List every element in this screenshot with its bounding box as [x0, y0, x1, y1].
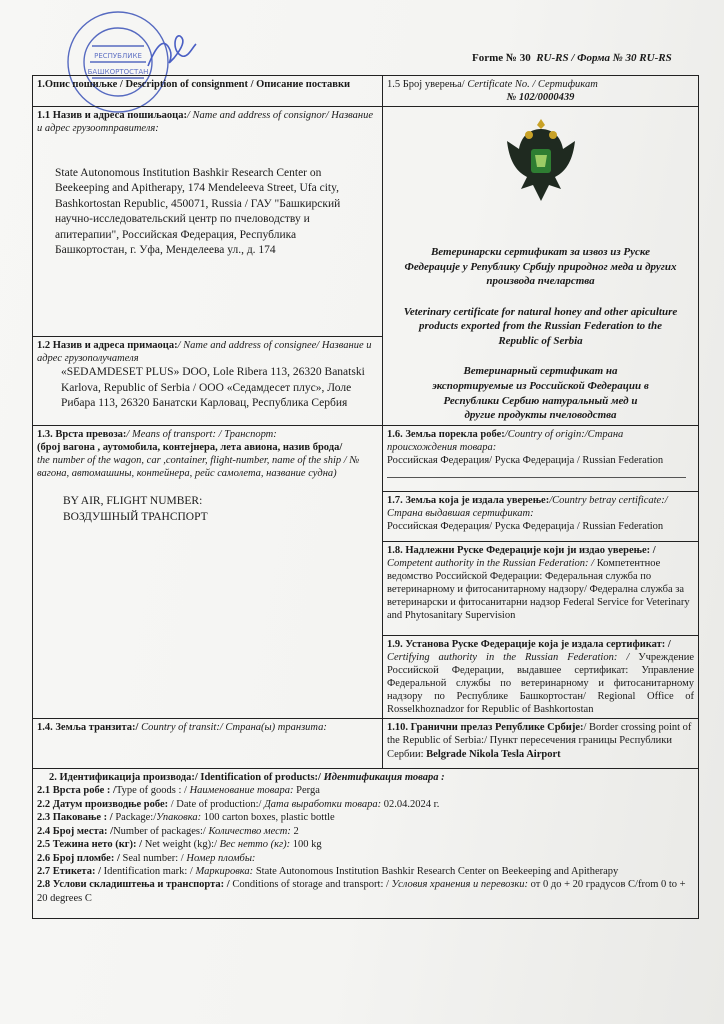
identification-row — [37, 798, 694, 811]
identification-title: 2. Идентификација производа:/ Identification of products:/ Идентификация товара : — [49, 772, 445, 784]
form-label: Forme № 30 RU-RS / Форма № 30 RU-RS — [472, 52, 672, 64]
identification-row-t: Seal number: / — [119, 852, 184, 864]
title-block — [383, 107, 699, 425]
border-crossing-cell: 1.10. Гранични прелаз Републике Србије:/ Border crossing point of the Republic of Serbia:/ Пункт пересечения границы Республики Сербии: Belgrade Nikola Tesla Airport — [383, 719, 699, 769]
identification-row-i: Дата выработки товара: — [261, 798, 382, 810]
title-serbian: Ветеринарски сертификат за извоз из Руске Федерације у Републику Србију природног меда и других производа пчеларства — [404, 246, 677, 288]
identification-row-v: Perga — [293, 785, 320, 797]
consignor-text: State Autonomous Institution Bashkir Research Center on Beekeeping and Apitherapy, 174 Mendeleeva Street, Ufa city, Bashkortostan Republic, 450071, Russia / ГАУ "Башкирский научно-исследовательский центр по пчеловодству и апитерапии", Российская Федерация, Республика Башкортостан, г. Уфа, Менделеева ул., д. 174 — [55, 166, 341, 257]
section-1-title: 1.Опис пошиљке / Description of consignment / Описание поставки — [33, 76, 383, 107]
title-english: Veterinary certificate for natural honey and other apiculture products exported from the Russian Federation to the Republic of Serbia — [403, 305, 678, 347]
identification-row-b: 2.3 Паковање : / — [37, 812, 113, 824]
certifying-authority-cell: 1.9. Установа Руске Федерације која је издала сертификат: / Certifying authority in the Russian Federation: / Учреждение Российской Федерации, выдавшее сертификат: Управление Федеральной службы по ветеринарному и фитосанитарному надзору по Республике Башкортостан/ Regional Office of Rosselkhoznadzor for Republic of Bashkortostan — [383, 635, 699, 719]
identification-row-v: от 0 до + 20 градусов С/from 0 to + 20 degrees C — [37, 879, 686, 904]
identification-row-t: Type of goods : / — [115, 785, 187, 797]
identification-row-t: Identification mark: / — [100, 866, 193, 878]
transport-cell: 1.3. Врста превоза:/ Means of transport: / Транспорт: (број вагона , аутомобила, контејнера, лета авиона, назив брода/ the number of the wagon, car ,container, flight-number, name of the ship / № вагона, автомашины, контейнера, рейс самолета, название судна) BY AIR, FLIGHT NUMBER: ВОЗДУШНЫЙ ТРАНСПОРТ — [33, 425, 383, 719]
identification-row — [37, 811, 694, 824]
certificate-number-cell: 1.5 Број уверења/ Certificate No. / Сертификат № 102/0000439 — [383, 76, 699, 107]
identification-row-b: 2.7 Етикета: / — [37, 866, 101, 878]
identification-row-v: 2 — [290, 825, 299, 837]
identification-row-b: 2.1 Врста робе : / — [37, 785, 116, 797]
identification-row-b: 2.6 Број пломбе: / — [37, 852, 120, 864]
svg-text:БАШКОРТОСТАН: БАШКОРТОСТАН — [87, 68, 149, 76]
transit-cell: 1.4. Земља транзита:/ Country of transit:/ Страна(ы) транзита: — [33, 719, 383, 769]
identification-row-v: 100 carton boxes, plastic bottle — [201, 812, 335, 824]
identification-row-i: Номер пломбы: — [183, 852, 256, 864]
identification-rows — [37, 784, 694, 905]
identification-row — [37, 852, 694, 865]
identification-row-t: Conditions of storage and transport: / — [229, 879, 389, 891]
title-russian: Ветеринарный сертификат на экспортируемые из Российской Федерации в Республики Сербию натуральный мед и другие продукты пчеловодства — [432, 365, 649, 422]
consignee-text: «SEDAMDESET PLUS» DOO, Lole Ribera 113, 26320 Banatski Karlova, Republic of Serbia / ООО «Седамдесет плус», Лоле Рибара 113, 26320 Банатски Карловац, Республика Сербия — [61, 366, 365, 410]
russian-emblem-icon — [499, 115, 583, 207]
identification-row-t: / Date of production:/ — [168, 798, 262, 810]
identification-row — [37, 865, 694, 878]
competent-authority-cell: 1.8. Надлежни Руске Федерације који ји издао уверење: / Competent authority in the Russian Federation: / Компетентное ведомство Российской Федерации: Федеральная служба по ветеринарному и фитосанитарному надзору/ Федерална служба за ветеринарски и фитосанитарни надзор Federal Service for Veterinary and Phytosanitary Supervision — [383, 541, 699, 635]
identification-row-t: Package:/ — [112, 812, 157, 824]
identification-row — [37, 784, 694, 797]
identification-row-v: 100 kg — [290, 839, 322, 851]
identification-row-b: 2.8 Услови складиштења и транспорта: / — [37, 879, 230, 891]
identification-row — [37, 878, 694, 905]
identification-row-v: 02.04.2024 г. — [381, 798, 440, 810]
transport-value: BY AIR, FLIGHT NUMBER: ВОЗДУШНЫЙ ТРАНСПОРТ — [63, 495, 208, 523]
identification-row-i: Наименование товара: — [186, 785, 294, 797]
country-issuing-cell: 1.7. Земља која је издала уверење:/Country betray certificate:/ Страна выдавшая сертификат: Российская Федерация/ Руска Федерација / Russian Federation — [383, 491, 699, 541]
identification-row-i: Упаковка: — [156, 812, 202, 824]
identification-row-i: Маркировка: — [192, 866, 254, 878]
certificate-table — [32, 75, 699, 919]
identification-section — [33, 769, 699, 919]
country-origin-cell: 1.6. Земља порекла робе:/Country of origin:/Страна происхождения товара: Российская Федерация/ Руска Федерација / Russian Federation — [383, 425, 699, 491]
identification-row-v: State Autonomous Institution Bashkir Research Center on Beekeeping and Apitherapy — [253, 866, 619, 878]
consignor-cell: 1.1 Назив и адреса пошиљаоца:/ Name and address of consignor/ Название и адрес грузоотправителя: State Autonomous Institution Bashkir Research Center on Beekeeping and Apitherapy, 174 Mendeleeva Street, Ufa city, Bashkortostan Republic, 450071, Russia / ГАУ "Башкирский научно-исследовательский центр по пчеловодству и апитерапии", Российская Федерация, Республика Башкортостан, г. Уфа, Менделеева ул., д. 174 — [33, 107, 383, 337]
svg-text:РЕСПУБЛИКЕ: РЕСПУБЛИКЕ — [94, 52, 142, 60]
identification-row — [37, 838, 694, 851]
identification-row-t: Number of packages:/ — [113, 825, 206, 837]
consignee-cell: 1.2 Назив и адреса примаоца:/ Name and address of consignee/ Название и адрес грузополучателя «SEDAMDESET PLUS» DOO, Lole Ribera 113, 26320 Banatski Karlova, Republic of Serbia / ООО «Седамдесет плус», Лоле Рибара 113, 26320 Банатски Карловац, Республика Сербия — [33, 336, 383, 425]
identification-row-i: Вес нетто (кг): — [217, 839, 291, 851]
identification-row-t: Net weight (kg):/ — [142, 839, 218, 851]
identification-row — [37, 825, 694, 838]
identification-row-i: Условия хранения и перевозки: — [388, 879, 529, 891]
identification-row-b: 2.5 Тежина нето (кг): / — [37, 839, 143, 851]
identification-row-b: 2.2 Датум производње робе: — [37, 798, 169, 810]
identification-row-i: Количество мест: — [205, 825, 291, 837]
identification-row-b: 2.4 Број места: / — [37, 825, 114, 837]
